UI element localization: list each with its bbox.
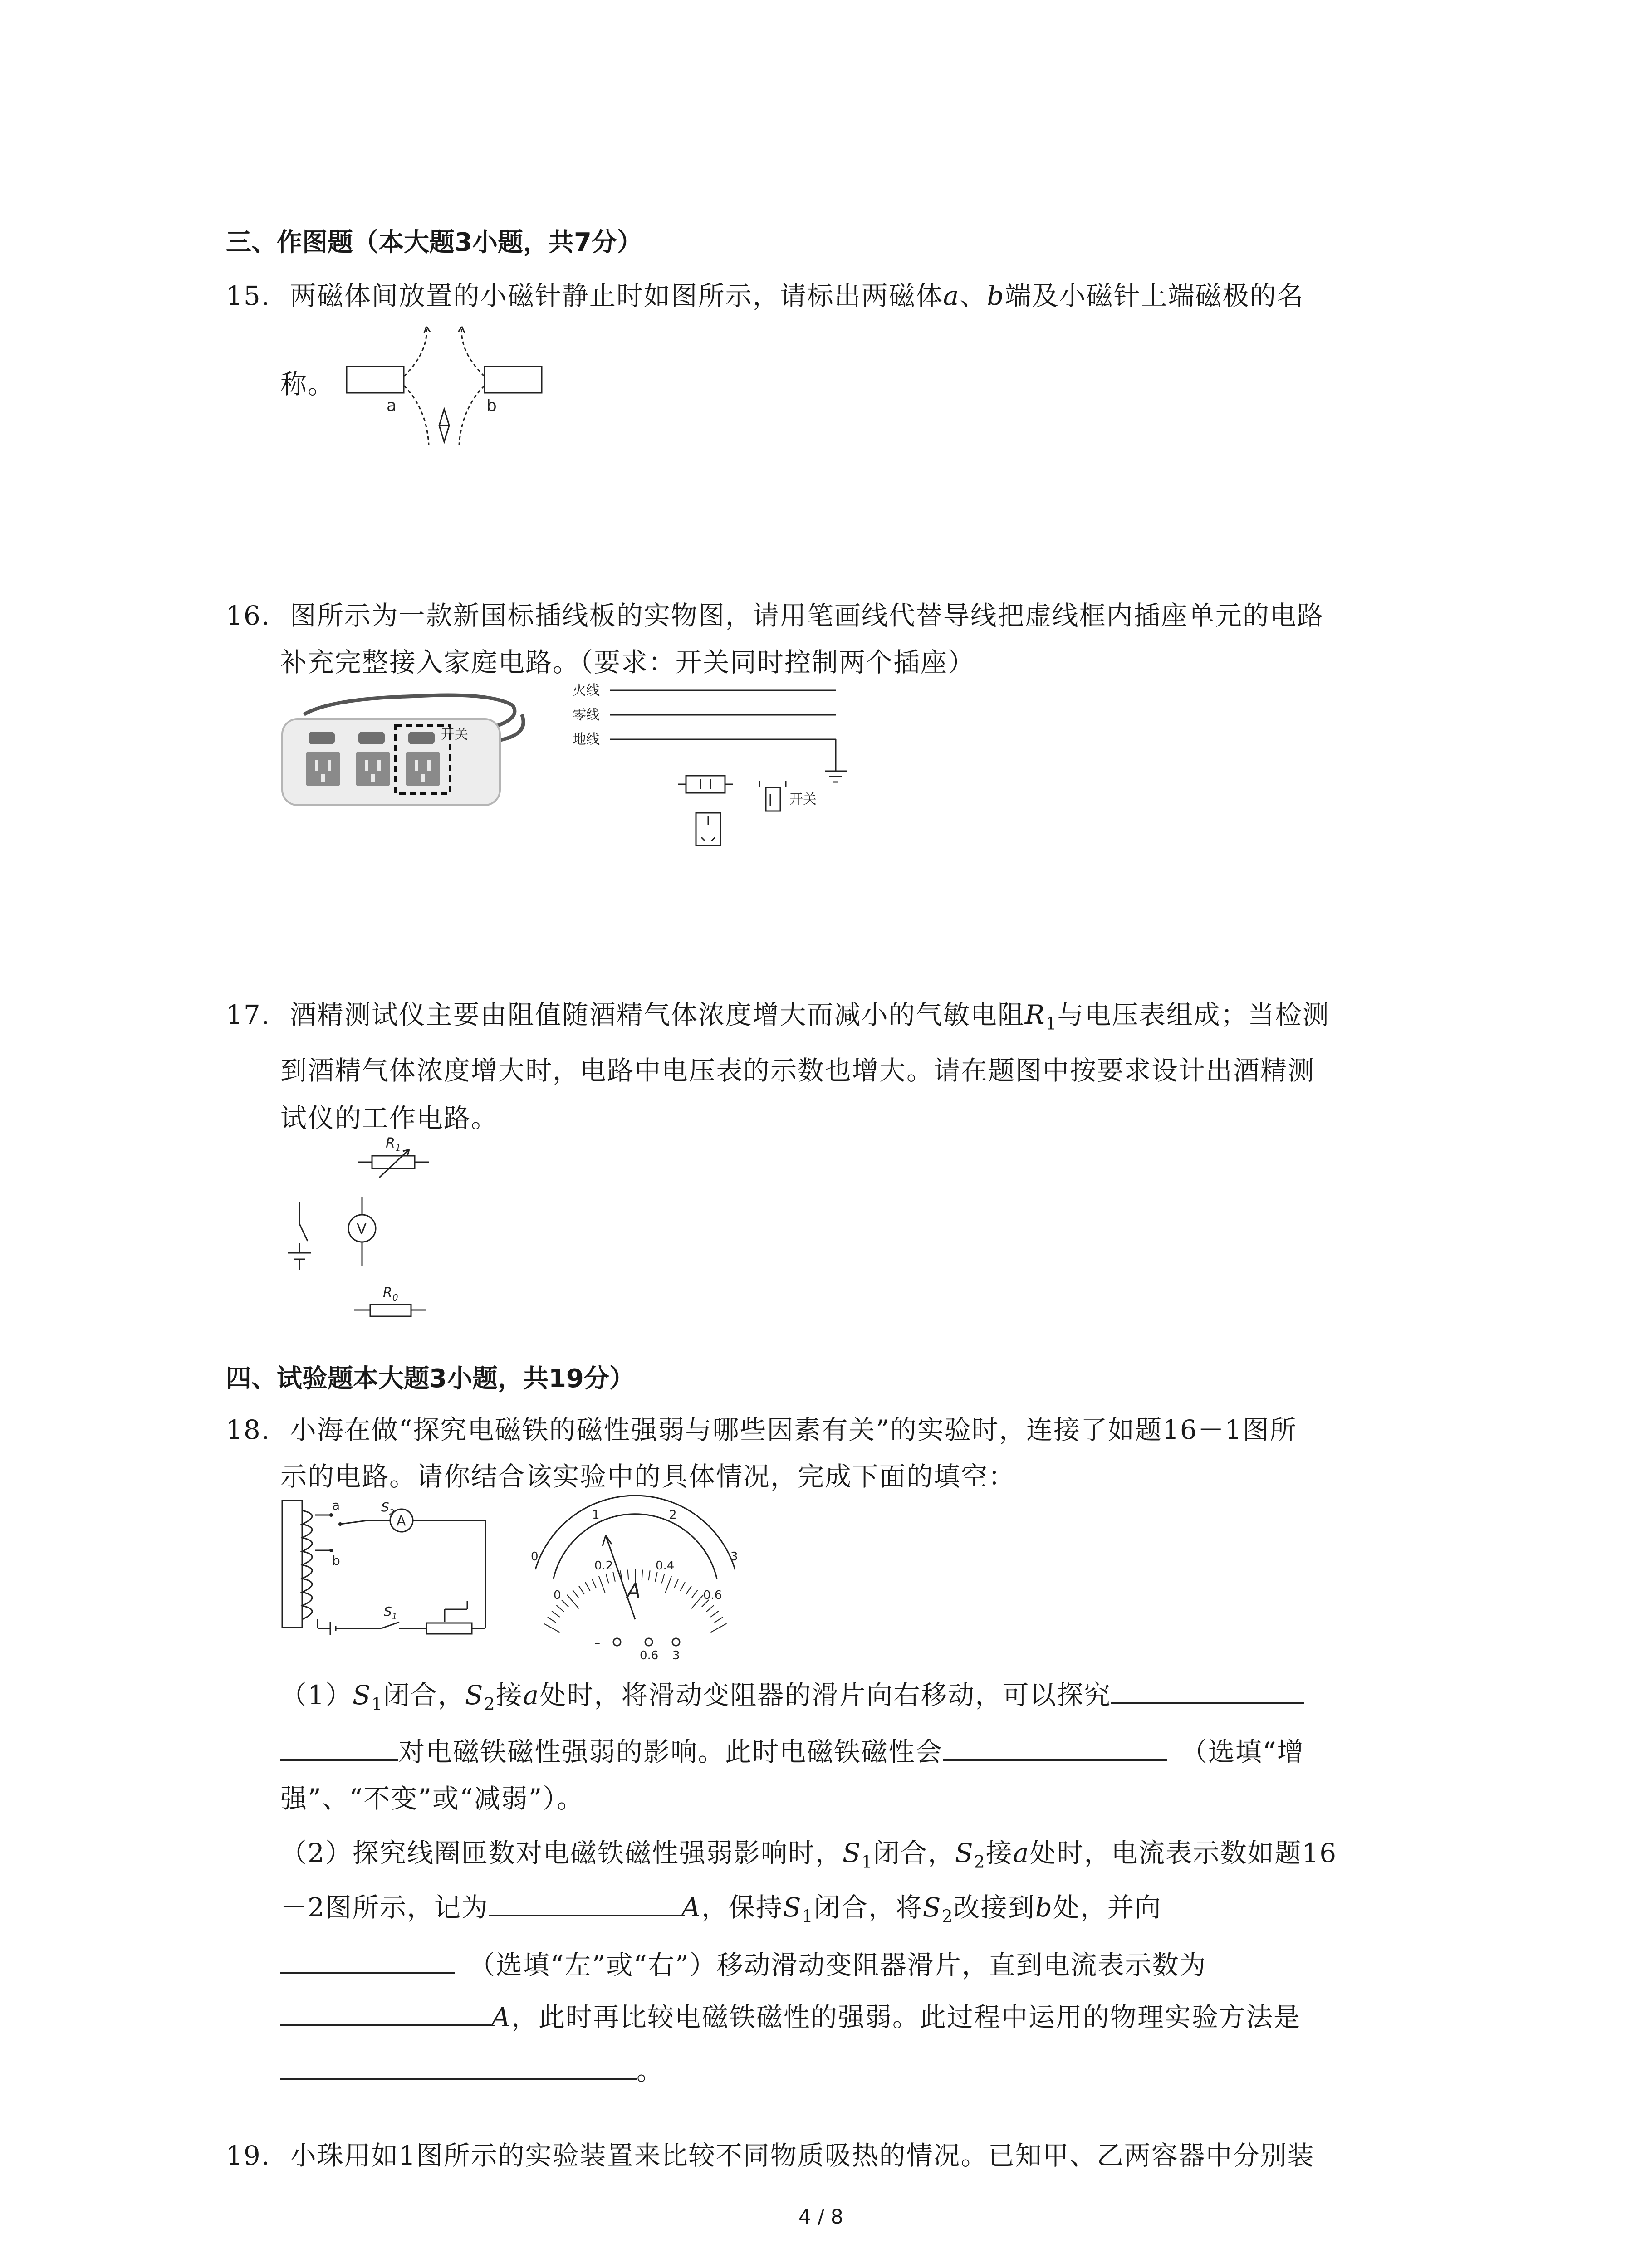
r1-label: $R_1$ — [386, 1135, 401, 1154]
q18-part2-line1: （2）探究线圈匝数对电磁铁磁性强弱影响时，$S_1$闭合，$S_2$接a处时，电流表示数如题16 — [280, 1838, 1337, 1872]
ammeter-dial — [517, 1492, 753, 1662]
svg-text:2: 2 — [669, 1508, 677, 1522]
answer-blank[interactable] — [943, 1733, 1167, 1761]
svg-text:3: 3 — [730, 1550, 738, 1564]
q18-part2-line3: （选填“左”或“右”）移动滑动变阻器滑片，直到电流表示数为 — [280, 1944, 1207, 1982]
dial-tick — [710, 1623, 726, 1632]
question-19 — [226, 2134, 1315, 2172]
terminal-06: 0.6 — [640, 1649, 659, 1662]
dial-tick — [613, 1572, 615, 1582]
dial-tick — [710, 1611, 719, 1617]
svg-text:1: 1 — [592, 1508, 600, 1522]
magnet-figure — [336, 308, 544, 454]
answer-blank[interactable] — [280, 2052, 637, 2080]
q18-part2-line2: －2图所示，记为 A，保持$S_1$闭合，将$S_2$改接到b处，并向 — [280, 1886, 1162, 1926]
q18-part1-line2: 对电磁铁磁性强弱的影响。此时电磁铁磁性会 （选填“增 — [280, 1730, 1304, 1769]
switch-label: 开关 — [789, 792, 817, 807]
dial-tick — [544, 1623, 559, 1632]
ammeter-label: A — [397, 1513, 406, 1529]
question-17-line2: 到酒精气体浓度增大时，电路中电压表的示数也增大。请在题图中按要求设计出酒精测 — [280, 1055, 1315, 1086]
dial-tick — [674, 1579, 678, 1588]
svg-text:0.4: 0.4 — [656, 1559, 675, 1573]
question-text: 两磁体间放置的小磁针静止时如图所示，请标出两磁体a、b端及小磁针上端磁极的名 — [289, 280, 1304, 311]
q18-part2-line5: 。 — [280, 2049, 664, 2087]
q18-part1-line1: $(1)S_1$闭合，$S_2$接a处时，将滑动变阻器的滑片向右移动，可以探究 — [280, 1674, 1304, 1714]
dial-tick — [665, 1576, 671, 1593]
section-title: 四、试验题本大题3小题，共19分） — [226, 1364, 635, 1393]
question-17 — [226, 993, 1330, 1034]
dial-tick — [606, 1574, 608, 1583]
question-number: 19. — [226, 2140, 271, 2171]
dial-tick — [642, 1570, 643, 1580]
dial-tick — [628, 1570, 629, 1580]
dial-tick — [715, 1617, 723, 1623]
photo-switch-label: 开关 — [441, 727, 468, 743]
dial-tick — [706, 1605, 714, 1612]
page-number: 4 / 8 — [798, 2205, 843, 2229]
dial-tick — [686, 1586, 691, 1594]
dial-tick — [585, 1582, 590, 1591]
question-text: 小珠用如1图所示的实验装置来比较不同物质吸热的情况。已知甲、乙两容器中分别装 — [289, 2140, 1315, 2171]
s1-label: $S_1$ — [384, 1604, 397, 1622]
svg-text:0: 0 — [531, 1550, 539, 1564]
dial-tick — [691, 1590, 697, 1598]
terminal-minus: – — [594, 1636, 600, 1650]
answer-blank[interactable] — [1111, 1676, 1304, 1704]
question-16-line2: 补充完整接入家庭电路。（要求：开关同时控制两个插座） — [280, 647, 975, 678]
dial-tick — [557, 1605, 564, 1612]
terminal-3: 3 — [672, 1649, 680, 1662]
question-18 — [226, 1408, 1297, 1447]
question-18-line2: 示的电路。请你结合该实验中的具体情况，完成下面的填空： — [280, 1461, 1016, 1492]
alcohol-tester-diagram — [281, 1134, 454, 1343]
question-15-line2: 称。 — [280, 369, 335, 400]
dial-tick — [573, 1590, 578, 1598]
question-number: 18. — [226, 1414, 271, 1445]
magnet-a-label: a — [387, 396, 397, 415]
question-number: 15. — [226, 280, 271, 311]
terminal-a-label: a — [332, 1498, 340, 1513]
dial-tick — [548, 1617, 556, 1623]
dial-tick — [599, 1576, 605, 1593]
q18-part1-line3: 强”、“不变”或“减弱”）。 — [280, 1783, 584, 1814]
answer-blank[interactable] — [280, 1733, 398, 1761]
question-text: 酒精测试仪主要由阻值随酒精气体浓度增大而减小的气敏电阻$R_1$与电压表组成；当检测 — [289, 999, 1330, 1034]
dial-tick — [552, 1611, 560, 1617]
dial-tick — [579, 1586, 584, 1594]
question-number: 17. — [226, 999, 271, 1030]
question-15 — [226, 274, 1304, 313]
household-wiring-diagram — [573, 680, 863, 853]
terminal-b-label: b — [332, 1553, 340, 1568]
wire-zero-label: 零线 — [573, 707, 600, 723]
dial-tick — [680, 1582, 685, 1591]
q18-part2-line4: A，此时再比较电磁铁磁性的强弱。此过程中运用的物理实验方法是 — [280, 1996, 1301, 2034]
question-text: 图所示为一款新国标插线板的实物图，请用笔画线代替导线把虚线框内插座单元的电路 — [289, 600, 1324, 631]
wire-ground-label: 地线 — [573, 732, 600, 748]
r0-label: $R_0$ — [383, 1285, 398, 1303]
answer-blank[interactable] — [489, 1888, 681, 1916]
wire-fire-label: 火线 — [573, 683, 600, 699]
section-title: 三、作图题（本大题3小题，共7分） — [226, 228, 642, 257]
s2-label: $S_2$ — [381, 1500, 395, 1517]
question-16 — [226, 594, 1324, 632]
dial-tick — [661, 1574, 664, 1583]
svg-text:0.6: 0.6 — [703, 1589, 722, 1602]
dial-tick — [655, 1572, 657, 1582]
answer-blank[interactable] — [280, 1946, 455, 1974]
question-number: 16. — [226, 600, 271, 631]
voltmeter-label: V — [357, 1220, 367, 1237]
dial-tick — [592, 1579, 596, 1588]
answer-blank[interactable] — [280, 1998, 491, 2026]
magnet-b-label: b — [486, 396, 497, 415]
power-strip-photo — [277, 687, 531, 810]
electromagnet-circuit-diagram — [272, 1497, 508, 1633]
question-17-line3: 试仪的工作电路。 — [280, 1103, 499, 1134]
question-text: 小海在做“探究电磁铁的磁性强弱与哪些因素有关”的实验时，连接了如题16－1图所 — [289, 1414, 1297, 1445]
svg-text:0: 0 — [554, 1589, 561, 1602]
dial-tick — [562, 1600, 569, 1607]
dial-tick — [649, 1570, 650, 1580]
dial-unit-label: A — [627, 1579, 641, 1603]
svg-text:0.2: 0.2 — [594, 1559, 613, 1573]
